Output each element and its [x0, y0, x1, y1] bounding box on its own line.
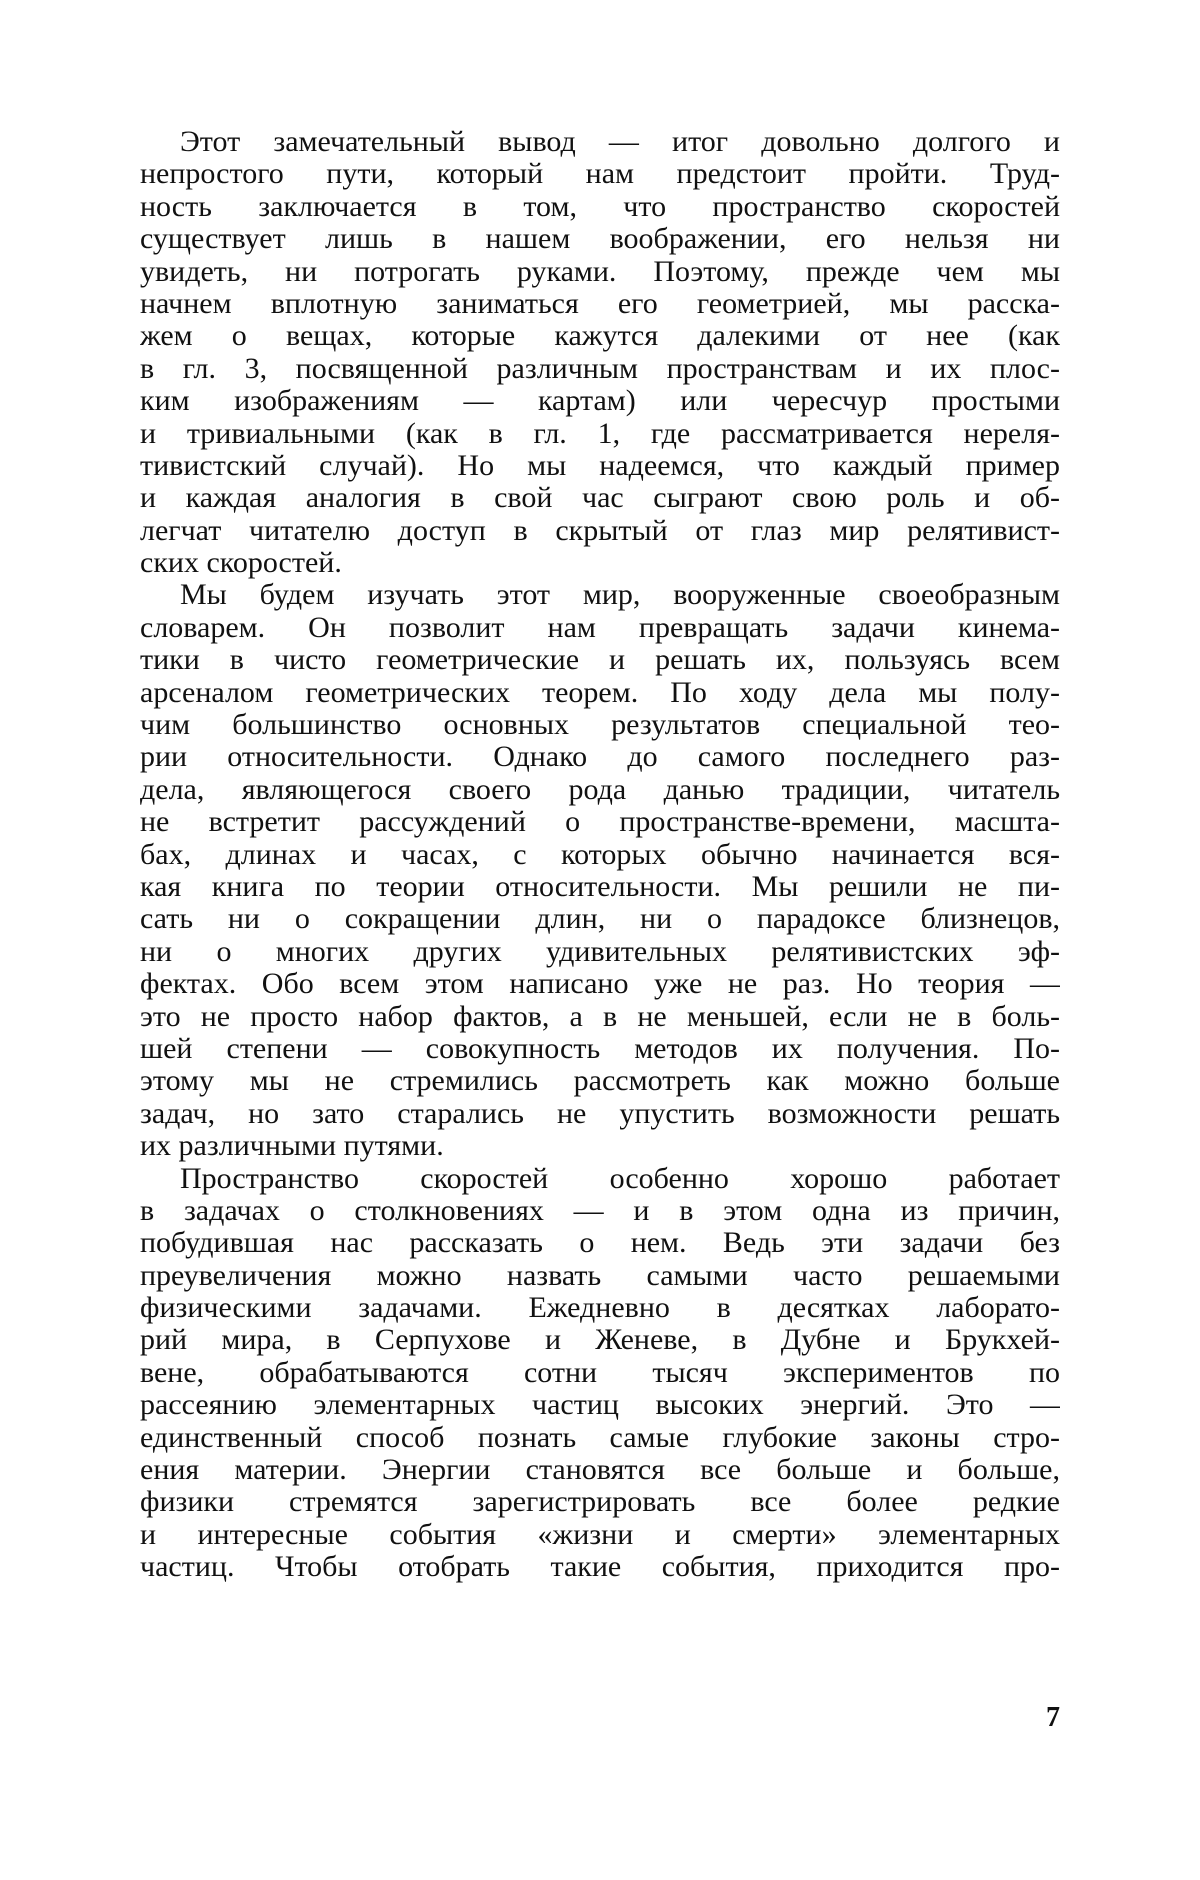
text-line: их различными путями. [140, 1130, 444, 1163]
text-line: тики в чисто геометрические и решать их, пользуясь всем [140, 644, 1060, 677]
text-line: частиц. Чтобы отобрать такие события, приходится про- [140, 1551, 1060, 1584]
text-line: Этот замечательный вывод — итог довольно долгого и [180, 126, 1060, 158]
text-line: фектах. Обо всем этом написано уже не раз. Но теория — [140, 968, 1060, 1001]
text-line: рий мира, в Серпухове и Женеве, в Дубне и Брукхей- [140, 1324, 1060, 1357]
text-line: ни о многих других удивительных релятивистских эф- [140, 935, 1060, 968]
text-line: непростого пути, который нам предстоит пройти. Труд- [140, 158, 1060, 191]
text-line: Мы будем изучать этот мир, вооруженные своеобразным [180, 579, 1060, 612]
text-line: этому мы не стремились рассмотреть как можно больше [140, 1065, 1060, 1098]
text-line: побудившая нас рассказать о нем. Ведь эти задачи без [140, 1227, 1060, 1260]
text-line: единственный способ познать самые глубокие законы стро- [140, 1421, 1060, 1454]
text-line: рии относительности. Однако до самого последнего раз- [140, 741, 1060, 774]
text-line: сать ни о сокращении длин, ни о парадоксе близнецов, [140, 903, 1060, 936]
body-text [140, 126, 1060, 1584]
text-line: в задачах о столкновениях — и в этом одна из причин, [140, 1194, 1060, 1227]
text-line: вене, обрабатываются сотни тысяч экспериментов по [140, 1356, 1060, 1389]
text-line: тивистский случай). Но мы надеемся, что каждый пример [140, 449, 1060, 482]
text-line: кая книга по теории относительности. Мы решили не пи- [140, 870, 1060, 903]
text-line: бах, длинах и часах, с которых обычно начинается вся- [140, 838, 1060, 871]
text-line: в гл. 3, посвященной различным пространствам и их плос- [140, 352, 1060, 385]
text-line: и тривиальными (как в гл. 1, где рассматривается нереля- [140, 417, 1060, 450]
text-line: задач, но зато старались не упустить возможности решать [140, 1097, 1060, 1130]
text-line: ность заключается в том, что пространство скоростей [140, 190, 1060, 223]
text-line: и интересные события «жизни и смерти» элементарных [140, 1518, 1060, 1551]
text-line: дела, являющегося своего рода данью традиции, читатель [140, 773, 1060, 806]
text-line: шей степени — совокупность методов их получения. По- [140, 1032, 1060, 1065]
text-line: начнем вплотную заниматься его геометрией, мы расска- [140, 287, 1060, 320]
text-line: физики стремятся зарегистрировать все более редкие [140, 1486, 1060, 1519]
text-line: ских скоростей. [140, 547, 342, 580]
text-line: не встретит рассуждений о пространстве-времени, масшта- [140, 806, 1060, 839]
text-line: легчат читателю доступ в скрытый от глаз мир релятивист- [140, 514, 1060, 547]
paragraph [140, 126, 1060, 579]
text-line: ким изображениям — картам) или чересчур простыми [140, 385, 1060, 418]
text-line: существует лишь в нашем воображении, его нельзя ни [140, 223, 1060, 256]
text-line: физическими задачами. Ежедневно в десятках лаборато- [140, 1292, 1060, 1325]
text-line: чим большинство основных результатов специальной тео- [140, 709, 1060, 742]
text-line: Пространство скоростей особенно хорошо работает [180, 1162, 1060, 1195]
text-line: ения материи. Энергии становятся все больше и больше, [140, 1454, 1060, 1487]
text-line: преувеличения можно назвать самыми часто решаемыми [140, 1259, 1060, 1292]
text-line: увидеть, ни потрогать руками. Поэтому, прежде чем мы [140, 255, 1060, 288]
text-line: словарем. Он позволит нам превращать задачи кинема- [140, 611, 1060, 644]
text-line: жем о вещах, которые кажутся далекими от нее (как [140, 320, 1060, 353]
text-line: и каждая аналогия в свой час сыграют свою роль и об- [140, 482, 1060, 515]
page-number: 7 [1046, 1702, 1060, 1733]
text-line: арсеналом геометрических теорем. По ходу дела мы полу- [140, 676, 1060, 709]
text-line: это не просто набор фактов, а в не меньшей, если не в боль- [140, 1000, 1060, 1033]
text-line: рассеянию элементарных частиц высоких энергий. Это — [140, 1389, 1060, 1422]
paragraph [140, 579, 1060, 1162]
paragraph [140, 1163, 1060, 1584]
